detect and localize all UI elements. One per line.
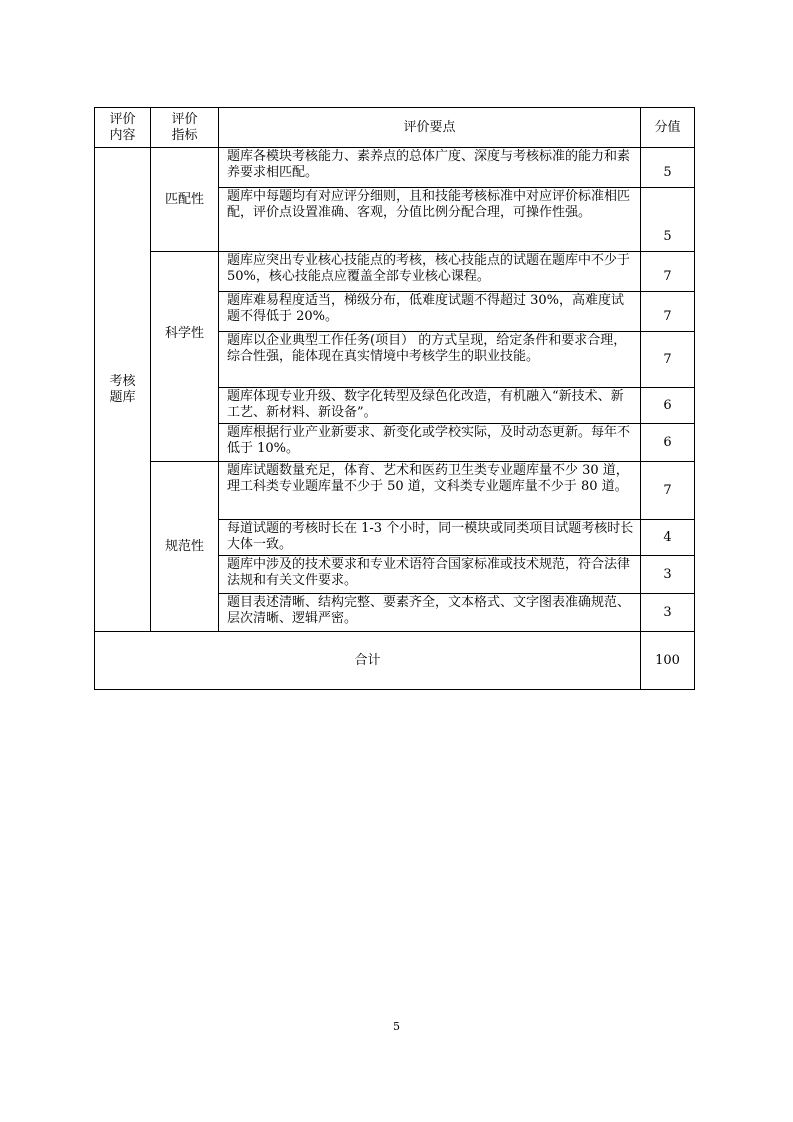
total-row	[95, 632, 695, 690]
total-label: 合计	[95, 632, 641, 690]
point-text: 题库难易程度适当，梯级分布，低难度试题不得超过 30%，高难度试题不得低于 20%。	[219, 292, 641, 332]
page-number: 5	[393, 1020, 400, 1033]
score-cell: 6	[641, 424, 695, 462]
point-text: 每道试题的考核时长在 1-3 个小时，同一模块或同类项目试题考核时长大体一致。	[219, 520, 641, 556]
point-text: 题库以企业典型工作任务(项目） 的方式呈现，给定条件和要求合理，综合性强，能体现在真实情境中考核学生的职业技能。	[219, 332, 641, 388]
point-text: 题库中涉及的技术要求和专业术语符合国家标准或技术规范，符合法律法规和有关文件要求。	[219, 556, 641, 594]
score-cell: 5	[641, 188, 695, 252]
indicator-cell: 规范性	[151, 462, 219, 632]
point-text: 题目表述清晰、结构完整、要素齐全，文本格式、文字图表准确规范、层次清晰、逻辑严密。	[219, 594, 641, 632]
header-indicator: 评价 指标	[151, 108, 219, 148]
table-header-row	[95, 108, 695, 148]
table-row	[95, 462, 695, 520]
header-points: 评价要点	[219, 108, 641, 148]
point-text: 题库体现专业升级、数字化转型及绿色化改造，有机融入“新技术、新工艺、新材料、新设备”。	[219, 388, 641, 424]
score-cell: 7	[641, 292, 695, 332]
total-score: 100	[641, 632, 695, 690]
content-category-cell: 考核 题库	[95, 148, 151, 632]
table-row	[95, 252, 695, 292]
point-text: 题库中每题均有对应评分细则，且和技能考核标准中对应评价标准相匹配，评价点设置准确、客观，分值比例分配合理，可操作性强。	[219, 188, 641, 252]
score-cell: 5	[641, 148, 695, 188]
header-content: 评价 内容	[95, 108, 151, 148]
evaluation-table	[94, 107, 695, 690]
point-text: 题库根据行业产业新要求、新变化或学校实际，及时动态更新。每年不低于 10%。	[219, 424, 641, 462]
score-cell: 3	[641, 556, 695, 594]
table-row	[95, 148, 695, 188]
score-cell: 7	[641, 462, 695, 520]
score-cell: 4	[641, 520, 695, 556]
point-text: 题库各模块考核能力、素养点的总体广度、深度与考核标准的能力和素养要求相匹配。	[219, 148, 641, 188]
header-score: 分值	[641, 108, 695, 148]
score-cell: 3	[641, 594, 695, 632]
point-text: 题库应突出专业核心技能点的考核，核心技能点的试题在题库中不少于 50%，核心技能点应覆盖全部专业核心课程。	[219, 252, 641, 292]
score-cell: 6	[641, 388, 695, 424]
indicator-cell: 科学性	[151, 252, 219, 462]
point-text: 题库试题数量充足，体育、艺术和医药卫生类专业题库量不少 30 道，理工科类专业题库量不少于 50 道，文科类专业题库量不少于 80 道。	[219, 462, 641, 520]
indicator-cell: 匹配性	[151, 148, 219, 252]
score-cell: 7	[641, 252, 695, 292]
score-cell: 7	[641, 332, 695, 388]
